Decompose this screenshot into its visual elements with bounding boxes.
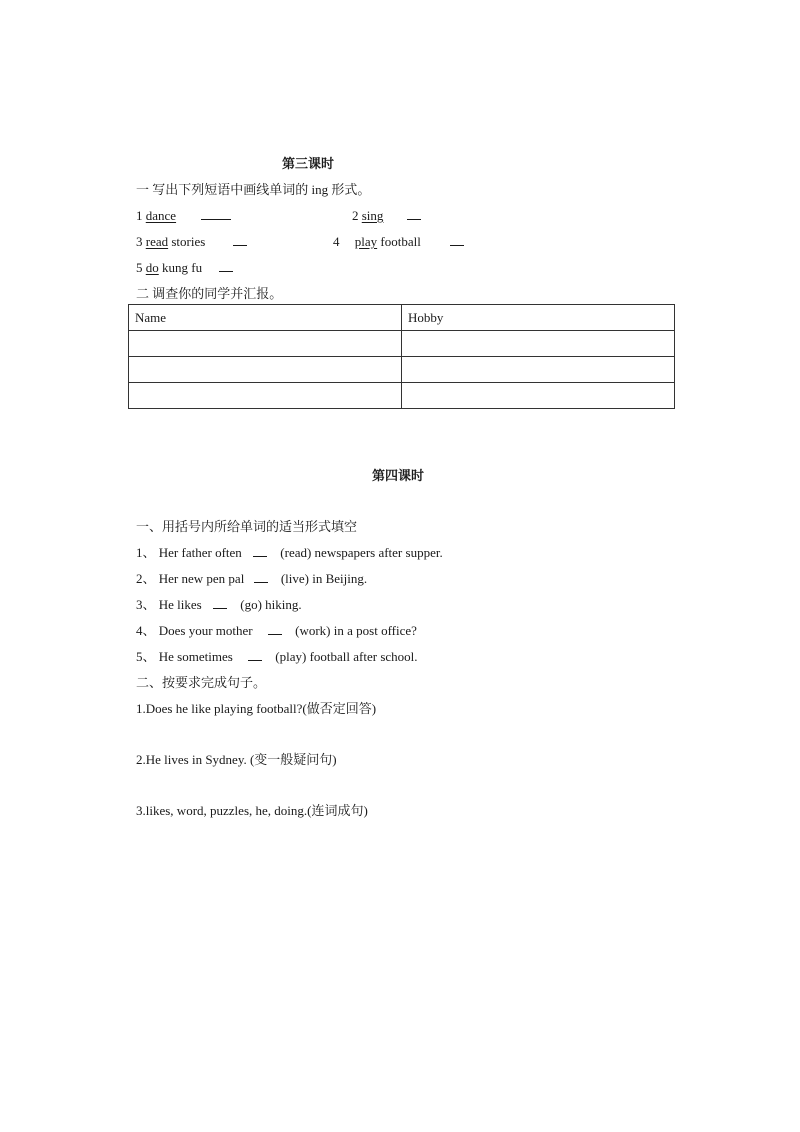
phrase-underlined-word: do — [145, 260, 159, 275]
phrase-underlined-word: dance — [145, 208, 177, 223]
lesson3-title: 第三课时 — [282, 156, 335, 171]
table-row — [129, 383, 675, 409]
fill-before: He sometimes — [158, 649, 233, 664]
fill-number: 2、 — [136, 571, 156, 586]
answer-blank[interactable] — [233, 234, 247, 246]
phrase-item — [352, 208, 421, 224]
phrase-item — [333, 234, 464, 250]
sentence-task: 2.He lives in Sydney. (变一般疑问句) — [136, 752, 337, 767]
phrase-number: 4 — [333, 234, 340, 249]
fill-item — [136, 597, 302, 613]
phrase-rest: football — [377, 234, 421, 249]
answer-blank[interactable] — [268, 623, 282, 635]
fill-number: 4、 — [136, 623, 156, 638]
fill-item — [136, 545, 443, 561]
fill-item — [136, 649, 418, 665]
table-cell-hobby[interactable] — [402, 331, 675, 357]
answer-blank[interactable] — [254, 571, 268, 583]
table-header-name: Name — [129, 305, 402, 331]
table-cell-name[interactable] — [129, 383, 402, 409]
fill-after: (work) in a post office? — [295, 623, 417, 638]
table-cell-hobby[interactable] — [402, 383, 675, 409]
sentence-task: 3.likes, word, puzzles, he, doing.(连词成句) — [136, 803, 368, 818]
answer-blank[interactable] — [248, 649, 262, 661]
table-header-hobby: Hobby — [402, 305, 675, 331]
table-header-row — [129, 305, 675, 331]
phrase-number: 2 — [352, 208, 359, 223]
answer-blank[interactable] — [253, 545, 267, 557]
fill-before: Her father often — [158, 545, 242, 560]
fill-after: (read) newspapers after supper. — [280, 545, 443, 560]
table-cell-hobby[interactable] — [402, 357, 675, 383]
fill-number: 3、 — [136, 597, 156, 612]
fill-before: He likes — [158, 597, 202, 612]
survey-table — [128, 304, 675, 409]
answer-blank[interactable] — [213, 597, 227, 609]
phrase-number: 1 — [136, 208, 143, 223]
table-cell-name[interactable] — [129, 357, 402, 383]
lesson3-part2-heading: 二 调查你的同学并汇报。 — [136, 286, 283, 301]
answer-blank[interactable] — [407, 208, 421, 220]
fill-after: (go) hiking. — [240, 597, 302, 612]
fill-item — [136, 623, 417, 639]
answer-blank[interactable] — [219, 260, 233, 272]
fill-item — [136, 571, 367, 587]
fill-after: (play) football after school. — [275, 649, 418, 664]
fill-number: 5、 — [136, 649, 156, 664]
sentence-task: 1.Does he like playing football?(做否定回答) — [136, 701, 377, 716]
phrase-number: 5 — [136, 260, 143, 275]
table-row — [129, 357, 675, 383]
fill-before: Her new pen pal — [158, 571, 245, 586]
phrase-item — [136, 260, 233, 276]
phrase-number: 3 — [136, 234, 143, 249]
table-row — [129, 331, 675, 357]
phrase-item — [136, 208, 231, 224]
answer-blank[interactable] — [450, 234, 464, 246]
phrase-rest: stories — [168, 234, 206, 249]
lesson3-part1-heading: 一 写出下列短语中画线单词的 ing 形式。 — [136, 182, 371, 197]
table-cell-name[interactable] — [129, 331, 402, 357]
lesson4-part2-heading: 二、按要求完成句子。 — [136, 675, 267, 690]
phrase-rest: kung fu — [158, 260, 203, 275]
phrase-underlined-word: play — [354, 234, 378, 249]
fill-before: Does your mother — [158, 623, 253, 638]
phrase-item — [136, 234, 247, 250]
fill-after: (live) in Beijing. — [280, 571, 368, 586]
lesson4-part1-heading: 一、用括号内所给单词的适当形式填空 — [136, 519, 358, 534]
fill-number: 1、 — [136, 545, 156, 560]
phrase-underlined-word: sing — [361, 208, 384, 223]
lesson4-title: 第四课时 — [372, 468, 425, 483]
phrase-underlined-word: read — [145, 234, 169, 249]
answer-blank[interactable] — [201, 208, 231, 220]
